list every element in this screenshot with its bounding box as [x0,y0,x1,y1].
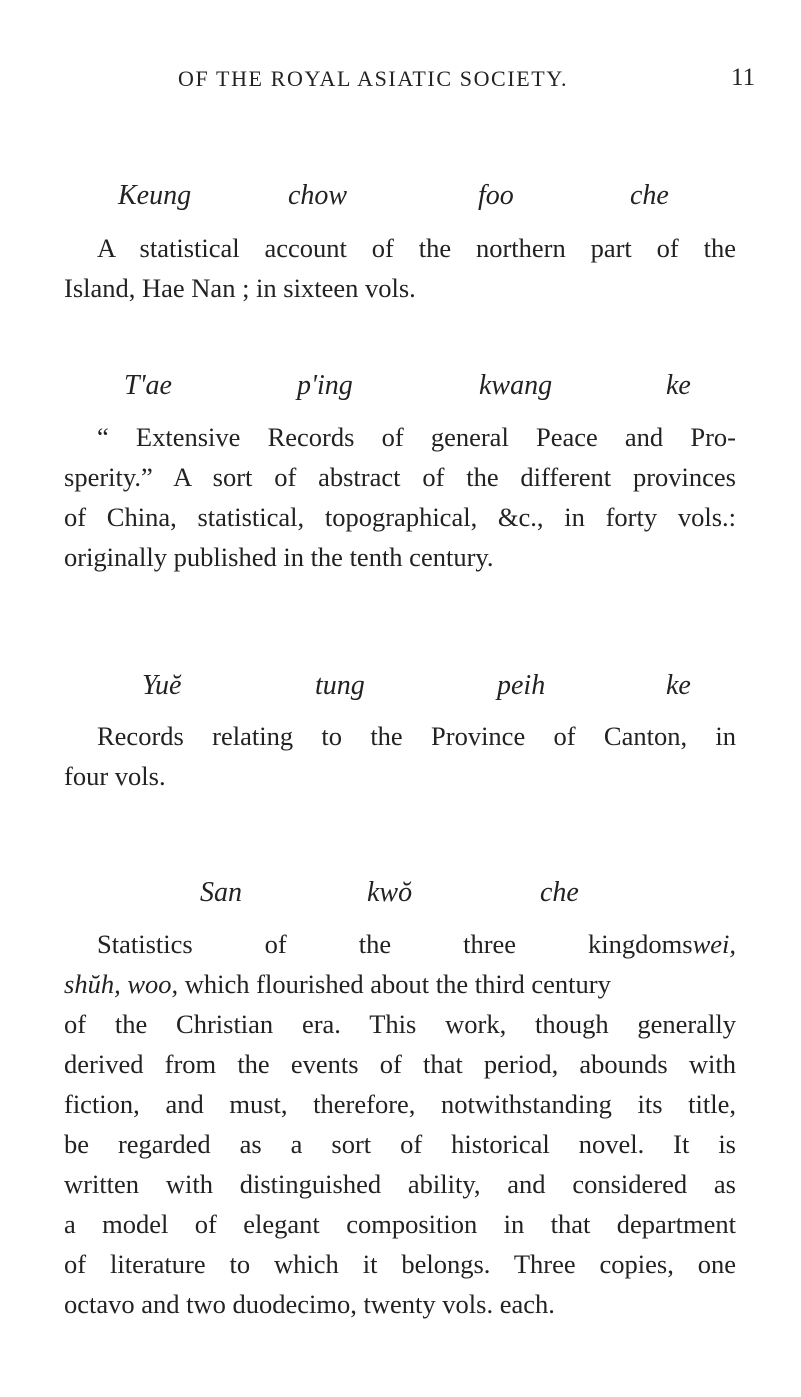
text-line: sperity.” A sort of abstract of the different provinces [64,462,736,492]
text-line: Island, Hae Nan ; in sixteen vols. [64,273,416,303]
title-word: Keung [118,180,192,211]
text-line: Records relating to the Province of Canton, in [97,721,736,751]
text-line: a model of elegant composition in that department [64,1209,736,1239]
title-word: che [630,180,669,211]
text-line: octavo and two duodecimo, twenty vols. each. [64,1289,555,1319]
title-word: kwang [479,370,553,401]
text-line: of China, statistical, topographical, &c., in forty vols.: [64,502,736,532]
text-line: of the Christian era. This work, though generally [64,1009,736,1039]
entry-title-tae-ping-kwang-ke [0,370,801,410]
text-line: derived from the events of that period, abounds with [64,1049,736,1079]
title-word: foo [478,180,514,211]
title-word: T'ae [124,370,172,401]
entry-description [64,228,736,308]
entry-description [64,716,736,796]
text-line [64,924,736,964]
text-segment: Statistics of the three kingdoms [97,929,693,959]
romanized-word: wei, [692,929,736,959]
title-word: kwŏ [367,877,413,908]
entry-title-yue-tung-peih-ke [0,670,801,710]
title-word: ke [666,370,691,401]
text-line: be regarded as a sort of historical novel. It is [64,1129,736,1159]
romanized-word: woo, [127,969,179,999]
title-word: Yuĕ [142,670,182,701]
entry-description [64,417,736,577]
title-word: peih [497,670,546,701]
text-line: “ Extensive Records of general Peace and Pro- [97,422,736,452]
romanized-word: shŭh, [64,969,121,999]
running-head [0,66,801,102]
title-word: tung [315,670,365,701]
text-line [64,964,736,1004]
entry-title-keung-chow-foo-che [0,180,801,220]
running-title: OF THE ROYAL ASIATIC SOCIETY. [178,66,569,91]
title-word: chow [288,180,348,211]
text-line: written with distinguished ability, and considered as [64,1169,736,1199]
text-line: fiction, and must, therefore, notwithstanding its title, [64,1089,736,1119]
entry-title-san-kwo-che [0,877,801,917]
text-line: of literature to which it belongs. Three copies, one [64,1249,736,1279]
text-line: A statistical account of the northern part of the [97,233,736,263]
page-number: 11 [731,64,756,91]
entry-description [64,924,736,1324]
title-word: ke [666,670,691,701]
title-word: San [200,877,242,908]
title-word: che [540,877,579,908]
text-line: originally published in the tenth century. [64,542,494,572]
text-line: four vols. [64,761,166,791]
title-word: p'ing [297,370,353,401]
text-segment: which flourished about the third century [184,969,611,999]
